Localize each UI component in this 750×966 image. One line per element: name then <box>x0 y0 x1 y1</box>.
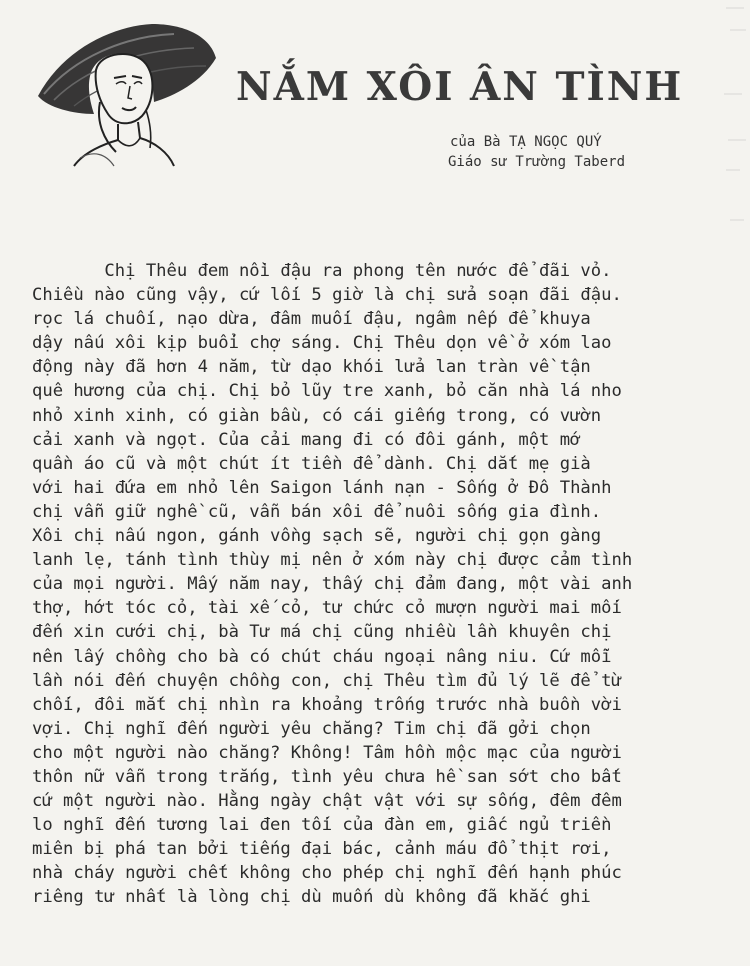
body-line: dậy nấu xôi kịp buổi chợ sáng. Chị Thêu dọn về ở xóm lao <box>32 333 612 354</box>
body-line: với hai đứa em nhỏ lên Saigon lánh nạn - Sống ở Đô Thành <box>32 477 612 498</box>
body-line: động này đã hơn 4 năm, từ dạo khói lửa lan tràn về tận <box>32 357 591 378</box>
author-block <box>450 132 625 172</box>
author-position: Giáo sư Trường Taberd <box>448 154 626 170</box>
body-line: quần áo cũ và một chút ít tiền để dành. Chị dắt mẹ già <box>32 453 591 474</box>
body-line: lo nghĩ đến tương lai đen tối của đàn em, giấc ngủ triền <box>32 815 612 836</box>
body-line: thợ, hớt tóc cỏ, tài xế cỏ, tư chức cỏ mượn người mai mối <box>32 598 622 619</box>
article-body <box>32 259 722 910</box>
body-line: miên bị phá tan bởi tiếng đại bác, cảnh máu đổ thịt rơi, <box>32 839 612 860</box>
body-line: vợi. Chị nghĩ đến người yêu chăng? Tim chị đã gởi chọn <box>32 718 591 739</box>
body-line: lần nói đến chuyện chồng con, chị Thêu tìm đủ lý lẽ để từ <box>32 670 622 691</box>
body-line: nhỏ xinh xinh, có giàn bầu, có cái giếng trong, có vườn <box>32 405 602 426</box>
body-line: đến xin cưới chị, bà Tư má chị cũng nhiều lần khuyên chị <box>32 622 612 643</box>
body-line: cứ một người nào. Hằng ngày chật vật với sự sống, đêm đêm <box>32 791 622 812</box>
article-title: NẮM XÔI ÂN TÌNH <box>236 64 684 110</box>
body-line: chối, đôi mắt chị nhìn ra khoảng trống trước nhà buồn vời <box>32 694 622 715</box>
body-line: chị vẫn giữ nghề cũ, vẫn bán xôi để nuôi sống gia đình. <box>32 501 602 522</box>
body-line: lanh lẹ, tánh tình thùy mị nên ở xóm này chị được cảm tình <box>32 550 633 571</box>
body-line: Xôi chị nấu ngon, gánh vồng sạch sẽ, người chị gọn gàng <box>32 526 602 547</box>
body-line: quê hương của chị. Chị bỏ lũy tre xanh, bỏ căn nhà lá nho <box>32 381 622 402</box>
body-line: nên lấy chồng cho bà có chút cháu ngoại nâng niu. Cứ mỗi <box>32 646 612 667</box>
body-line: nhà cháy người chết không cho phép chị nghĩ đến hạnh phúc <box>32 863 622 884</box>
body-line: cho một người nào chăng? Không! Tâm hồn mộc mạc của người <box>32 742 622 763</box>
body-line: riêng tư nhất là lòng chị dù muốn dù không đã khắc ghi <box>32 887 591 908</box>
bleed-through-marks <box>720 0 750 260</box>
body-line: cải xanh và ngọt. Của cải mang đi có đôi gánh, một mớ <box>32 429 581 450</box>
author-name: của Bà TẠ NGỌC QUÝ <box>450 134 602 150</box>
body-line: Chiều nào cũng vậy, cứ lối 5 giờ là chị sửa soạn đãi đậu. <box>32 285 622 306</box>
body-line: thôn nữ vẫn trong trắng, tình yêu chưa hề san sớt cho bất <box>32 766 622 787</box>
woman-conical-hat-illustration <box>34 18 220 168</box>
body-line: rọc lá chuối, nạo dừa, đâm muối đậu, ngâm nếp để khuya <box>32 309 591 330</box>
body-line: Chị Thêu đem nồi đậu ra phong tên nước để đãi vỏ. <box>32 261 612 281</box>
body-line: của mọi người. Mấy năm nay, thấy chị đảm đang, một vài anh <box>32 574 633 595</box>
